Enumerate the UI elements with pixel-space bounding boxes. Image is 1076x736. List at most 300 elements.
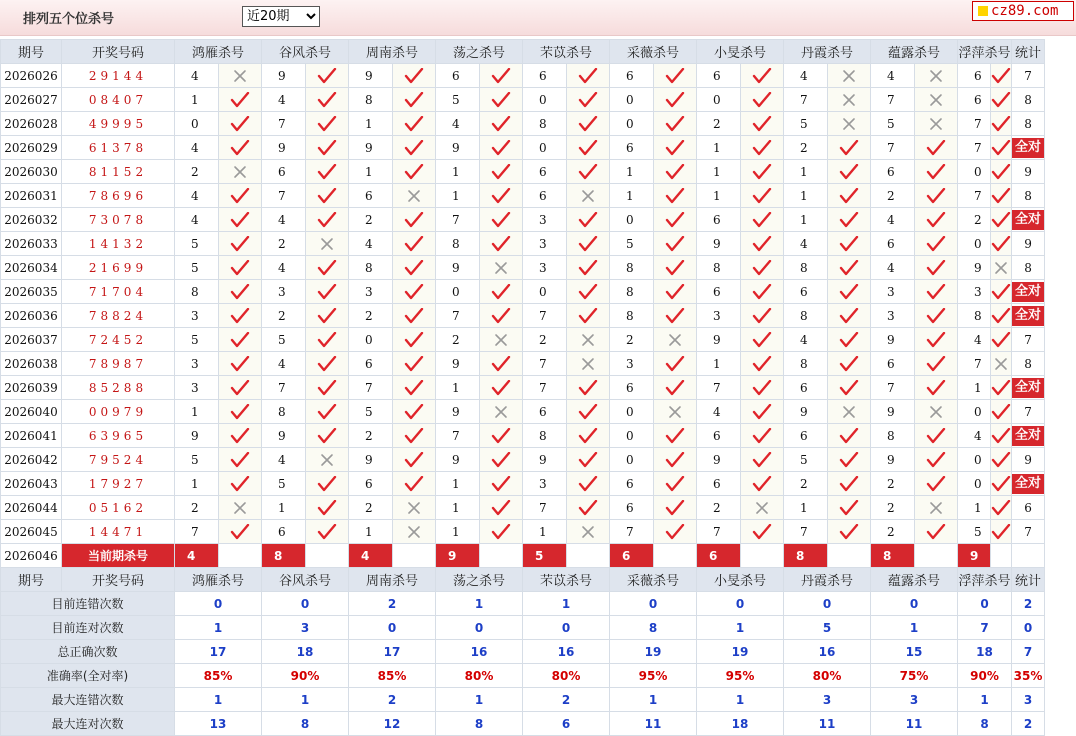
result-mark <box>393 304 436 328</box>
draw-numbers: 72452 <box>62 328 175 352</box>
result-mark <box>915 256 958 280</box>
result-mark <box>741 352 784 376</box>
check-icon <box>404 260 424 276</box>
kill-number: 3 <box>523 208 567 232</box>
result-mark <box>306 472 349 496</box>
stats-value: 18 <box>262 640 349 664</box>
issue-number: 2026036 <box>1 304 62 328</box>
check-icon <box>991 500 1011 516</box>
result-mark <box>741 184 784 208</box>
kill-number: 9 <box>958 256 991 280</box>
stats-value: 6 <box>523 712 610 736</box>
result-mark <box>393 160 436 184</box>
check-icon <box>665 140 685 156</box>
issue-number: 2026038 <box>1 352 62 376</box>
result-mark <box>915 304 958 328</box>
kill-number: 2 <box>262 232 306 256</box>
kill-number: 7 <box>784 520 828 544</box>
result-mark <box>306 256 349 280</box>
kill-number: 5 <box>175 232 219 256</box>
correct-count: 8 <box>1024 92 1032 107</box>
result-mark <box>306 448 349 472</box>
result-mark <box>480 136 523 160</box>
result-mark <box>915 64 958 88</box>
kill-number: 4 <box>436 112 480 136</box>
kill-number: 7 <box>262 376 306 400</box>
stats-value: 3 <box>262 616 349 640</box>
result-mark <box>219 520 262 544</box>
result-mark <box>567 352 610 376</box>
kill-number: 3 <box>958 280 991 304</box>
draw-numbers: 78696 <box>62 184 175 208</box>
result-mark <box>828 112 871 136</box>
kill-number: 6 <box>610 376 654 400</box>
stats-value: 85% <box>349 664 436 688</box>
issue-number: 2026046 <box>1 544 62 568</box>
cross-icon <box>232 164 248 180</box>
draw-numbers: 08407 <box>62 88 175 112</box>
stats-value: 95% <box>697 664 784 688</box>
check-icon <box>578 452 598 468</box>
check-icon <box>317 212 337 228</box>
cross-icon <box>580 188 596 204</box>
kill-number: 4 <box>958 424 991 448</box>
result-mark <box>828 520 871 544</box>
kill-number: 4 <box>784 232 828 256</box>
check-icon <box>317 524 337 540</box>
kill-number: 4 <box>871 64 915 88</box>
kill-number: 1 <box>958 376 991 400</box>
check-icon <box>752 404 772 420</box>
kill-number: 8 <box>784 352 828 376</box>
result-mark <box>306 496 349 520</box>
table-row <box>1 424 1045 448</box>
kill-number: 5 <box>349 400 393 424</box>
stats-value: 0 <box>1012 616 1045 640</box>
kill-number: 0 <box>610 424 654 448</box>
kill-number: 1 <box>436 160 480 184</box>
check-icon <box>317 260 337 276</box>
check-icon <box>665 116 685 132</box>
result-mark <box>567 520 610 544</box>
kill-number: 1 <box>175 88 219 112</box>
kill-number: 1 <box>697 136 741 160</box>
stats-row <box>1 688 1045 712</box>
kill-number: 7 <box>262 112 306 136</box>
result-mark <box>219 328 262 352</box>
row-total <box>1012 424 1045 448</box>
check-icon <box>991 428 1011 444</box>
correct-count: 9 <box>1024 236 1032 251</box>
stats-value: 0 <box>958 592 1012 616</box>
result-mark <box>393 520 436 544</box>
check-icon <box>230 92 250 108</box>
stats-label: 目前连对次数 <box>1 616 175 640</box>
result-mark <box>567 256 610 280</box>
issue-number: 2026029 <box>1 136 62 160</box>
row-total <box>1012 232 1045 256</box>
check-icon <box>491 68 511 84</box>
stats-value: 75% <box>871 664 958 688</box>
cross-icon <box>667 404 683 420</box>
column-header: 荡之杀号 <box>436 40 523 64</box>
result-mark <box>219 280 262 304</box>
result-mark <box>828 88 871 112</box>
kill-number: 7 <box>523 352 567 376</box>
kill-number: 7 <box>610 520 654 544</box>
result-mark <box>991 328 1012 352</box>
kill-number: 4 <box>175 208 219 232</box>
row-total <box>1012 160 1045 184</box>
stats-label: 目前连错次数 <box>1 592 175 616</box>
result-mark <box>991 424 1012 448</box>
result-mark <box>219 352 262 376</box>
result-mark <box>219 496 262 520</box>
result-mark <box>480 88 523 112</box>
kill-number: 6 <box>610 472 654 496</box>
result-mark <box>567 280 610 304</box>
table-row <box>1 352 1045 376</box>
check-icon <box>839 236 859 252</box>
kill-number: 1 <box>436 520 480 544</box>
kill-number: 1 <box>610 184 654 208</box>
kill-number: 6 <box>871 232 915 256</box>
correct-count: 9 <box>1024 452 1032 467</box>
kill-number: 4 <box>262 256 306 280</box>
result-mark <box>306 520 349 544</box>
kill-number: 6 <box>871 352 915 376</box>
check-icon <box>491 236 511 252</box>
check-icon <box>404 428 424 444</box>
check-icon <box>752 92 772 108</box>
stats-row <box>1 616 1045 640</box>
table-row <box>1 232 1045 256</box>
kill-number: 0 <box>610 400 654 424</box>
result-mark <box>306 88 349 112</box>
result-mark <box>393 256 436 280</box>
kill-number: 0 <box>610 208 654 232</box>
kill-number: 6 <box>697 64 741 88</box>
check-icon <box>665 308 685 324</box>
result-mark <box>306 64 349 88</box>
period-select[interactable] <box>242 6 320 27</box>
table-row <box>1 328 1045 352</box>
issue-number: 2026027 <box>1 88 62 112</box>
column-header: 周南杀号 <box>349 568 436 592</box>
check-icon <box>752 188 772 204</box>
kill-number: 6 <box>784 376 828 400</box>
issue-number: 2026034 <box>1 256 62 280</box>
empty-cell <box>480 544 523 568</box>
check-icon <box>839 164 859 180</box>
kill-number: 5 <box>175 256 219 280</box>
kill-number: 2 <box>871 472 915 496</box>
result-mark <box>480 496 523 520</box>
check-icon <box>665 212 685 228</box>
result-mark <box>654 64 697 88</box>
column-header: 鸿雁杀号 <box>175 40 262 64</box>
current-kill-row <box>1 544 1045 568</box>
check-icon <box>839 212 859 228</box>
result-mark <box>567 496 610 520</box>
kill-number: 3 <box>349 280 393 304</box>
result-mark <box>991 184 1012 208</box>
kill-number: 7 <box>436 208 480 232</box>
column-header: 鸿雁杀号 <box>175 568 262 592</box>
kill-number: 6 <box>784 424 828 448</box>
kill-number: 0 <box>349 328 393 352</box>
kill-number: 8 <box>436 232 480 256</box>
kill-number: 1 <box>436 184 480 208</box>
draw-numbers: 14132 <box>62 232 175 256</box>
check-icon <box>404 284 424 300</box>
result-mark <box>219 472 262 496</box>
result-mark <box>567 400 610 424</box>
kill-number: 4 <box>697 400 741 424</box>
table-row <box>1 280 1045 304</box>
column-header: 芣苡杀号 <box>523 568 610 592</box>
result-mark <box>741 400 784 424</box>
check-icon <box>578 116 598 132</box>
kill-number: 6 <box>436 64 480 88</box>
result-mark <box>991 280 1012 304</box>
draw-numbers: 14471 <box>62 520 175 544</box>
result-mark <box>828 184 871 208</box>
check-icon <box>230 452 250 468</box>
kill-number: 9 <box>436 352 480 376</box>
table-row <box>1 400 1045 424</box>
kill-number: 9 <box>262 424 306 448</box>
result-mark <box>915 232 958 256</box>
cross-icon <box>493 404 509 420</box>
kill-number: 6 <box>349 472 393 496</box>
stats-value: 5 <box>784 616 871 640</box>
kill-number: 1 <box>784 184 828 208</box>
check-icon <box>991 212 1011 228</box>
result-mark <box>654 304 697 328</box>
check-icon <box>317 428 337 444</box>
kill-number: 8 <box>784 256 828 280</box>
check-icon <box>404 332 424 348</box>
kill-number: 0 <box>523 280 567 304</box>
stats-value: 90% <box>262 664 349 688</box>
check-icon <box>317 332 337 348</box>
result-mark <box>915 88 958 112</box>
check-icon <box>991 452 1011 468</box>
issue-number: 2026041 <box>1 424 62 448</box>
stats-row <box>1 640 1045 664</box>
result-mark <box>828 448 871 472</box>
result-mark <box>219 424 262 448</box>
column-header: 统计 <box>1012 40 1045 64</box>
check-icon <box>926 140 946 156</box>
result-mark <box>306 328 349 352</box>
kill-number: 7 <box>871 136 915 160</box>
check-icon <box>991 92 1011 108</box>
result-mark <box>991 88 1012 112</box>
result-mark <box>219 208 262 232</box>
stats-value: 2 <box>349 688 436 712</box>
stats-value: 1 <box>175 688 262 712</box>
check-icon <box>665 500 685 516</box>
check-icon <box>578 476 598 492</box>
site-logo[interactable] <box>972 1 1074 21</box>
kill-number: 0 <box>958 448 991 472</box>
check-icon <box>317 140 337 156</box>
row-total <box>1012 328 1045 352</box>
correct-count: 8 <box>1024 116 1032 131</box>
kill-number: 2 <box>871 496 915 520</box>
kill-number: 6 <box>523 160 567 184</box>
column-header: 期号 <box>1 568 62 592</box>
kill-number: 8 <box>523 112 567 136</box>
result-mark <box>219 136 262 160</box>
empty-cell <box>219 544 262 568</box>
current-kill-number: 4 <box>349 544 393 568</box>
result-mark <box>393 472 436 496</box>
kill-number: 1 <box>436 376 480 400</box>
kill-number: 5 <box>610 232 654 256</box>
kill-number: 4 <box>175 136 219 160</box>
empty-cell <box>991 544 1012 568</box>
result-mark <box>741 256 784 280</box>
stats-value: 1 <box>436 592 523 616</box>
cross-icon <box>928 92 944 108</box>
check-icon <box>230 212 250 228</box>
kill-number: 9 <box>697 232 741 256</box>
result-mark <box>654 112 697 136</box>
kill-number: 6 <box>523 400 567 424</box>
kill-number: 8 <box>349 256 393 280</box>
result-mark <box>219 232 262 256</box>
stats-label: 最大连对次数 <box>1 712 175 736</box>
result-mark <box>567 376 610 400</box>
check-icon <box>404 116 424 132</box>
check-icon <box>926 428 946 444</box>
stats-value: 2 <box>1012 712 1045 736</box>
kill-number: 9 <box>436 256 480 280</box>
kill-number: 6 <box>262 160 306 184</box>
kill-number: 1 <box>697 160 741 184</box>
kill-number: 1 <box>958 496 991 520</box>
column-header: 采薇杀号 <box>610 568 697 592</box>
draw-numbers: 85288 <box>62 376 175 400</box>
kill-number: 4 <box>871 256 915 280</box>
check-icon <box>991 164 1011 180</box>
check-icon <box>752 116 772 132</box>
check-icon <box>491 524 511 540</box>
check-icon <box>230 236 250 252</box>
check-icon <box>317 284 337 300</box>
kill-number: 1 <box>610 160 654 184</box>
check-icon <box>317 92 337 108</box>
check-icon <box>230 356 250 372</box>
cross-icon <box>406 188 422 204</box>
result-mark <box>915 184 958 208</box>
stats-value: 95% <box>610 664 697 688</box>
column-header: 期号 <box>1 40 62 64</box>
result-mark <box>741 136 784 160</box>
column-header: 丹霞杀号 <box>784 40 871 64</box>
result-mark <box>991 376 1012 400</box>
result-mark <box>991 352 1012 376</box>
kill-number: 3 <box>610 352 654 376</box>
kill-number: 8 <box>871 424 915 448</box>
stats-value: 1 <box>871 616 958 640</box>
kill-number: 1 <box>784 496 828 520</box>
empty-cell <box>654 544 697 568</box>
result-mark <box>915 448 958 472</box>
check-icon <box>404 212 424 228</box>
kill-number: 3 <box>175 304 219 328</box>
result-mark <box>741 208 784 232</box>
current-kill-number: 6 <box>697 544 741 568</box>
result-mark <box>991 232 1012 256</box>
check-icon <box>230 188 250 204</box>
result-mark <box>828 496 871 520</box>
check-icon <box>926 476 946 492</box>
kill-number: 3 <box>523 472 567 496</box>
result-mark <box>393 448 436 472</box>
kill-number: 6 <box>349 352 393 376</box>
kill-number: 5 <box>262 328 306 352</box>
result-mark <box>480 304 523 328</box>
kill-number: 7 <box>871 376 915 400</box>
kill-number: 9 <box>697 328 741 352</box>
cross-icon <box>319 452 335 468</box>
table-row <box>1 448 1045 472</box>
kill-number: 9 <box>523 448 567 472</box>
kill-number: 6 <box>262 520 306 544</box>
stats-value: 19 <box>610 640 697 664</box>
table-row <box>1 472 1045 496</box>
result-mark <box>828 208 871 232</box>
stats-value: 1 <box>436 688 523 712</box>
correct-count: 7 <box>1024 524 1032 539</box>
check-icon <box>752 236 772 252</box>
result-mark <box>480 208 523 232</box>
row-total <box>1012 448 1045 472</box>
correct-count: 8 <box>1024 260 1032 275</box>
kill-number: 8 <box>610 280 654 304</box>
result-mark <box>219 88 262 112</box>
stats-value: 0 <box>349 616 436 640</box>
cross-icon <box>406 524 422 540</box>
kill-number: 4 <box>349 232 393 256</box>
check-icon <box>317 380 337 396</box>
check-icon <box>317 164 337 180</box>
check-icon <box>926 332 946 348</box>
result-mark <box>915 376 958 400</box>
all-correct-badge: 全对 <box>1012 282 1044 302</box>
kill-number: 1 <box>784 160 828 184</box>
kill-number: 1 <box>349 160 393 184</box>
kill-number: 9 <box>262 136 306 160</box>
cross-icon <box>754 500 770 516</box>
column-header: 谷风杀号 <box>262 40 349 64</box>
kill-number: 8 <box>349 88 393 112</box>
result-mark <box>393 352 436 376</box>
kill-number: 4 <box>262 352 306 376</box>
all-correct-badge: 全对 <box>1012 138 1044 158</box>
result-mark <box>480 184 523 208</box>
result-mark <box>915 472 958 496</box>
kill-number: 1 <box>349 112 393 136</box>
current-kill-number: 5 <box>523 544 567 568</box>
current-kill-label: 当前期杀号 <box>62 544 175 568</box>
kill-number: 3 <box>697 304 741 328</box>
result-mark <box>915 112 958 136</box>
